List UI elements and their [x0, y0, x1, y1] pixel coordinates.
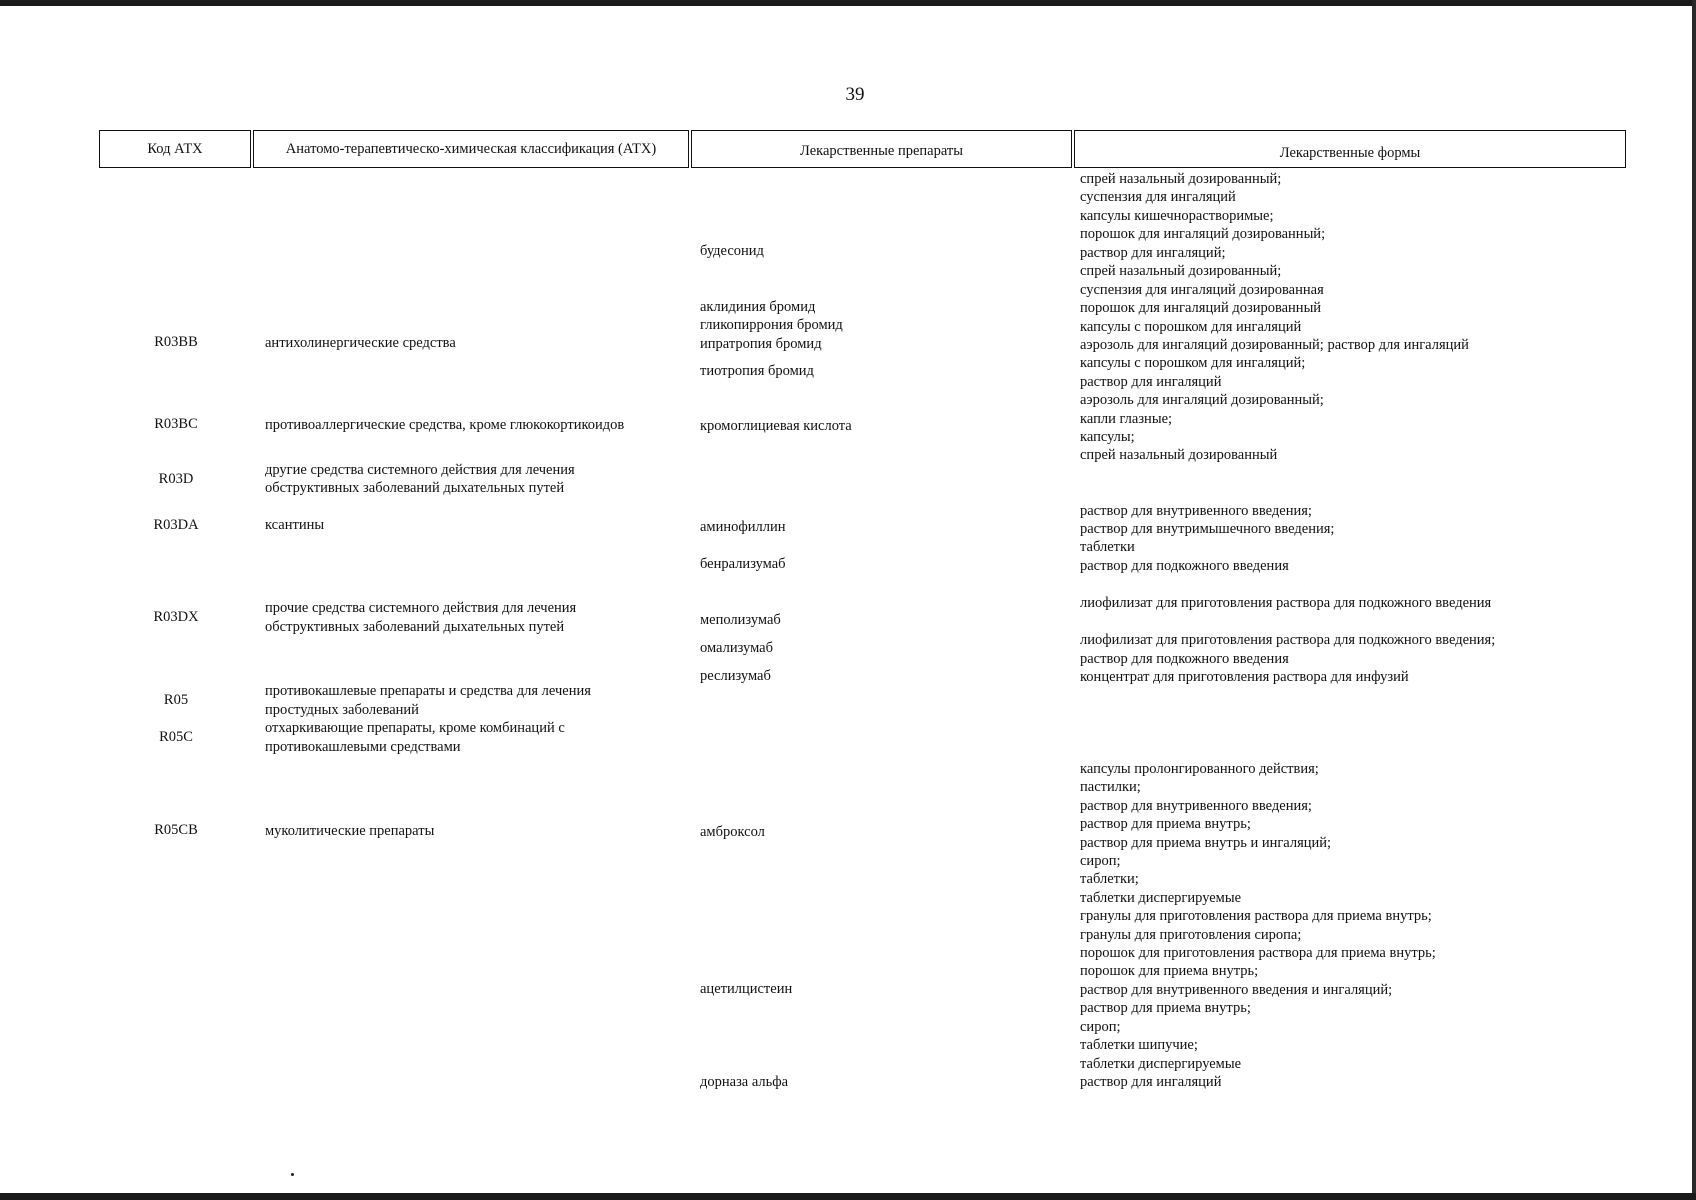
- form-line: суспензия для ингаляций: [1080, 189, 1236, 205]
- drug-name: гликопиррония бромид: [700, 317, 843, 333]
- form-line: спрей назальный дозированный;: [1080, 263, 1282, 279]
- atc-group-name: муколитические препараты: [265, 823, 435, 839]
- scan-edge-bottom: [0, 1193, 1696, 1200]
- drug-name: реслизумаб: [700, 668, 771, 684]
- form-line: капсулы пролонгированного действия;: [1080, 761, 1319, 777]
- form-line: сироп;: [1080, 853, 1121, 869]
- form-line: порошок для ингаляций дозированный: [1080, 300, 1322, 316]
- table-header: [99, 130, 1626, 168]
- drug-name: будесонид: [700, 243, 764, 259]
- atc-group-name: обструктивных заболеваний дыхательных путей: [265, 619, 565, 635]
- atc-code: R03D: [158, 471, 194, 487]
- scan-edge-top: [0, 0, 1696, 6]
- drug-name: амброксол: [700, 824, 765, 840]
- form-line: раствор для приема внутрь;: [1080, 816, 1251, 832]
- drug-name: ацетилцистеин: [700, 981, 793, 997]
- atc-group-name: антихолинергические средства: [265, 335, 456, 351]
- drug-name: ипратропия бромид: [700, 336, 822, 352]
- form-line: гранулы для приготовления сиропа;: [1080, 927, 1302, 943]
- drug-name: бенрализумаб: [700, 556, 786, 572]
- atc-group-name: ксантины: [265, 517, 325, 533]
- header-forms: Лекарственные формы: [1074, 130, 1626, 168]
- form-line: лиофилизат для приготовления раствора для подкожного введения: [1080, 595, 1492, 611]
- form-line: таблетки шипучие;: [1080, 1037, 1198, 1053]
- form-line: раствор для ингаляций: [1080, 374, 1222, 390]
- atc-group-name: противокашлевыми средствами: [265, 739, 461, 755]
- atc-code: R03DX: [153, 609, 199, 625]
- form-line: таблетки: [1080, 539, 1135, 555]
- form-line: капсулы кишечнорастворимые;: [1080, 208, 1274, 224]
- atc-code: R05C: [159, 729, 193, 745]
- scan-speck: [291, 1173, 294, 1176]
- form-line: раствор для подкожного введения: [1080, 558, 1289, 574]
- drug-name: омализумаб: [700, 640, 773, 656]
- form-line: раствор для приема внутрь;: [1080, 1000, 1251, 1016]
- form-line: сироп;: [1080, 1019, 1121, 1035]
- drug-name: кромоглициевая кислота: [700, 418, 852, 434]
- drug-name: дорназа альфа: [700, 1074, 789, 1090]
- form-line: порошок для ингаляций дозированный;: [1080, 226, 1326, 242]
- header-classification: Анатомо-терапевтическо-химическая классификация (АТХ): [253, 130, 689, 168]
- form-line: таблетки;: [1080, 871, 1139, 887]
- form-line: суспензия для ингаляций дозированная: [1080, 282, 1324, 298]
- form-line: аэрозоль для ингаляций дозированный;: [1080, 392, 1324, 408]
- drug-name: тиотропия бромид: [700, 363, 814, 379]
- form-line: раствор для подкожного введения: [1080, 651, 1289, 667]
- form-line: раствор для внутривенного введения;: [1080, 798, 1312, 814]
- form-line: порошок для приготовления раствора для приема внутрь;: [1080, 945, 1436, 961]
- form-line: раствор для внутримышечного введения;: [1080, 521, 1335, 537]
- drug-name: меполизумаб: [700, 612, 781, 628]
- form-line: лиофилизат для приготовления раствора для подкожного введения;: [1080, 632, 1496, 648]
- form-line: раствор для ингаляций;: [1080, 245, 1226, 261]
- form-line: капсулы с порошком для ингаляций: [1080, 319, 1302, 335]
- header-drugs: Лекарственные препараты: [691, 130, 1072, 168]
- form-line: раствор для ингаляций: [1080, 1074, 1222, 1090]
- form-line: капсулы;: [1080, 429, 1135, 445]
- form-line: аэрозоль для ингаляций дозированный; раствор для ингаляций: [1080, 337, 1469, 353]
- atc-group-name: другие средства системного действия для лечения: [265, 462, 575, 478]
- form-line: раствор для внутривенного введения и ингаляций;: [1080, 982, 1393, 998]
- form-line: спрей назальный дозированный: [1080, 447, 1278, 463]
- scan-edge-right: [1692, 0, 1696, 1200]
- form-line: раствор для приема внутрь и ингаляций;: [1080, 835, 1332, 851]
- form-line: капли глазные;: [1080, 411, 1173, 427]
- form-line: капсулы с порошком для ингаляций;: [1080, 355, 1306, 371]
- atc-group-name: противоаллергические средства, кроме глюкокортикоидов: [265, 417, 625, 433]
- page-number: 39: [845, 84, 865, 105]
- atc-code: R03DA: [153, 517, 199, 533]
- atc-code: R03BB: [154, 334, 198, 350]
- atc-group-name: обструктивных заболеваний дыхательных путей: [265, 480, 565, 496]
- atc-group-name: противокашлевые препараты и средства для лечения: [265, 683, 591, 699]
- form-line: пастилки;: [1080, 779, 1141, 795]
- form-line: порошок для приема внутрь;: [1080, 963, 1259, 979]
- form-line: концентрат для приготовления раствора для инфузий: [1080, 669, 1409, 685]
- atc-code: R05CB: [154, 822, 198, 838]
- form-line: таблетки диспергируемые: [1080, 890, 1242, 906]
- form-line: раствор для внутривенного введения;: [1080, 503, 1312, 519]
- atc-group-name: прочие средства системного действия для лечения: [265, 600, 577, 616]
- atc-code: R05: [163, 692, 189, 708]
- form-line: таблетки диспергируемые: [1080, 1056, 1242, 1072]
- atc-group-name: простудных заболеваний: [265, 702, 419, 718]
- atc-group-name: отхаркивающие препараты, кроме комбинаций с: [265, 720, 565, 736]
- form-line: спрей назальный дозированный;: [1080, 171, 1282, 187]
- form-line: гранулы для приготовления раствора для приема внутрь;: [1080, 908, 1432, 924]
- atc-code: R03BC: [154, 416, 198, 432]
- drug-name: аклидиния бромид: [700, 299, 816, 315]
- header-code: Код АТХ: [99, 130, 251, 168]
- drug-name: аминофиллин: [700, 519, 786, 535]
